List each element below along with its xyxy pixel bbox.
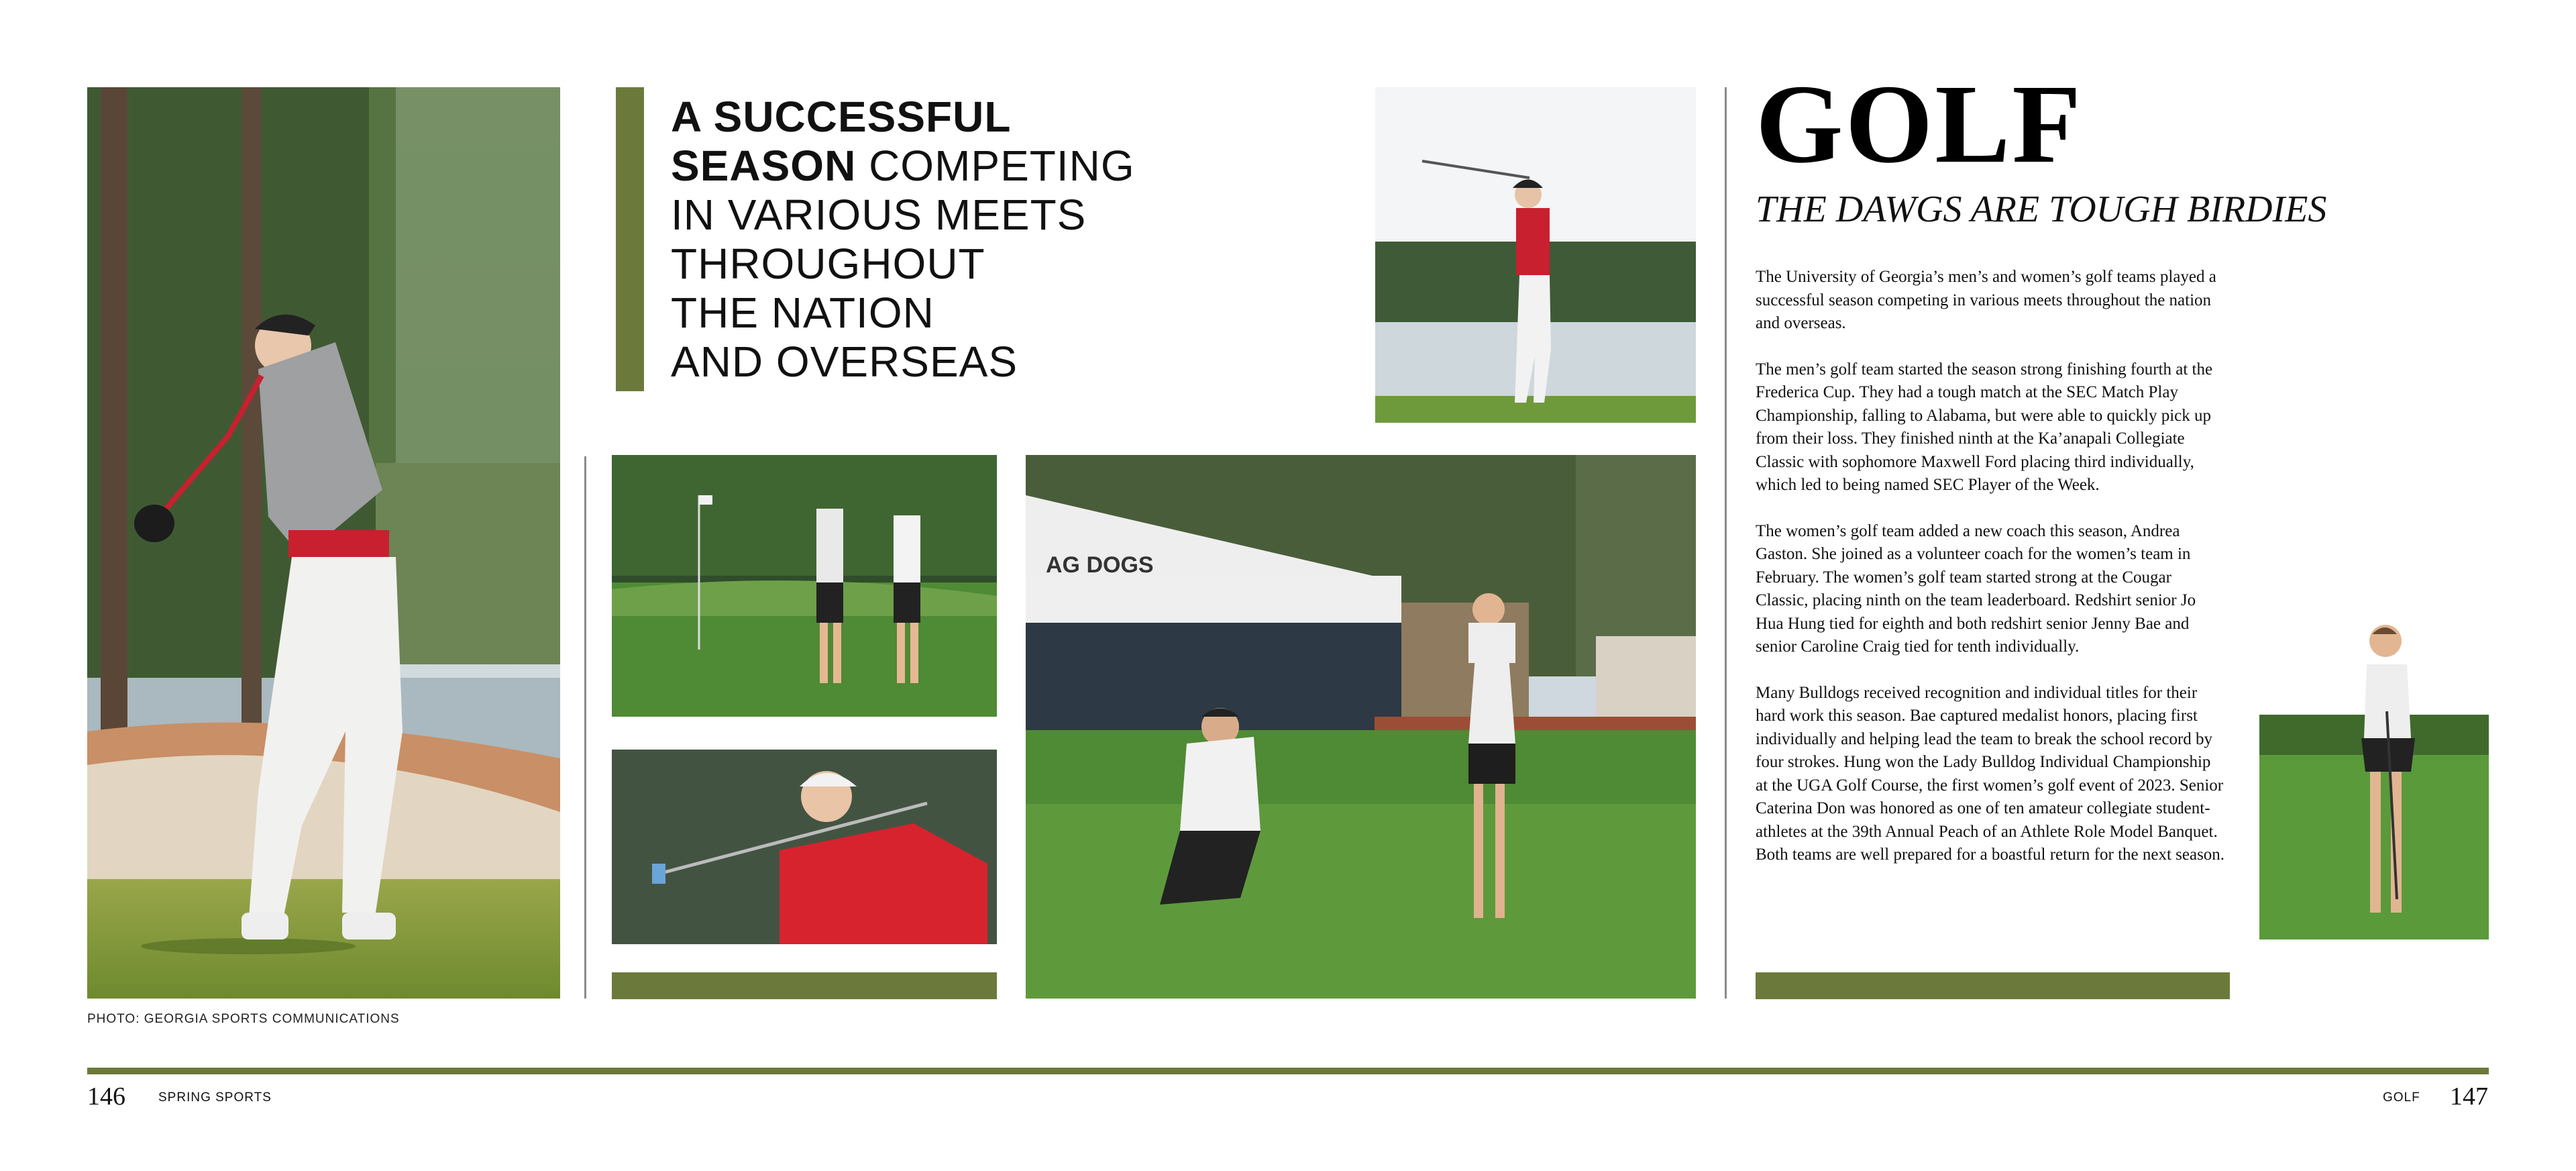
page-subtitle: THE DAWGS ARE TOUGH BIRDIES xyxy=(1756,189,2327,230)
headline-accent-bar xyxy=(616,87,644,391)
article-paragraph: The women’s golf team added a new coach this season, Andrea Gaston. She joined as a volunteer coach for the women’s team in February. The women’s golf team started strong at the Cougar Classic, placing ninth on the team leaderboard. Redshirt senior Jo Hua Hung tied for eighth and both redshirt senior Jenny Bae and senior Caroline Craig tied for tenth individually. xyxy=(1756,521,2196,656)
headline-line: THE NATION xyxy=(671,289,934,337)
headline-line: A SUCCESSFUL xyxy=(671,93,1012,141)
headline-line: THROUGHOUT xyxy=(671,240,985,288)
column-divider xyxy=(584,456,586,999)
section-label-left: SPRING SPORTS xyxy=(158,1090,272,1105)
page-column-divider xyxy=(1725,87,1727,999)
photo-golfer-red-shirt xyxy=(612,750,997,944)
page-title: GOLF xyxy=(1756,62,2084,187)
article-paragraph: The University of Georgia’s men’s and women’s golf teams played a successful season competing in various meets throughout the nation and overseas. xyxy=(1756,268,2216,332)
article-paragraph: The men’s golf team started the season strong finishing fourth at the Frederica Cup. They had a tough match at the SEC Match Play Championship, falling to Alabama, but were able to quickly pick up from their loss. They finished ninth at the Ka’anapali Collegiate Classic with sophomore Maxwell Ford placing third individually, which led to being named SEC Player of the Week. xyxy=(1756,360,2213,494)
photo-credit: PHOTO: GEORGIA SPORTS COMMUNICATIONS xyxy=(87,1012,400,1026)
section-label-right: GOLF xyxy=(2383,1090,2420,1105)
headline-line: SEASON COMPETING xyxy=(671,142,1135,190)
photo-accent-bar xyxy=(612,972,997,999)
photo-women-walking-green xyxy=(612,455,997,717)
photo-golfer-swing-lake xyxy=(1375,87,1696,423)
article-accent-bar xyxy=(1756,972,2230,999)
page-number-right: 147 xyxy=(2450,1082,2488,1111)
photo-golfer-follow-through xyxy=(87,87,560,999)
footer-rule xyxy=(87,1068,2489,1074)
headline-line: AND OVERSEAS xyxy=(671,338,1018,386)
article-paragraph: Many Bulldogs received recognition and individual titles for their hard work this season. Bae captured medalist honors, placing first individually and helping lead the team to break the school record by four strokes. Hung won the Lady Bulldog Individual Championship at the UGA Golf Course, the first women’s golf event of 2023. Senior Caterina Don was honored as one of ten amateur collegiate student-athletes at the 39th Annual Peach of an Athlete Role Model Banquet. Both teams are well prepared for a boastful return for the next season. xyxy=(1756,683,2225,864)
section-headline xyxy=(671,93,1221,387)
page-number-left: 146 xyxy=(87,1082,125,1111)
photo-clubhouse-putting-green xyxy=(1026,455,1696,999)
clubhouse-sign: AG DOGS xyxy=(1046,552,1154,578)
headline-line: IN VARIOUS MEETS xyxy=(671,191,1087,239)
article-body xyxy=(1756,266,2225,890)
photo-golfer-putting xyxy=(2259,604,2489,939)
